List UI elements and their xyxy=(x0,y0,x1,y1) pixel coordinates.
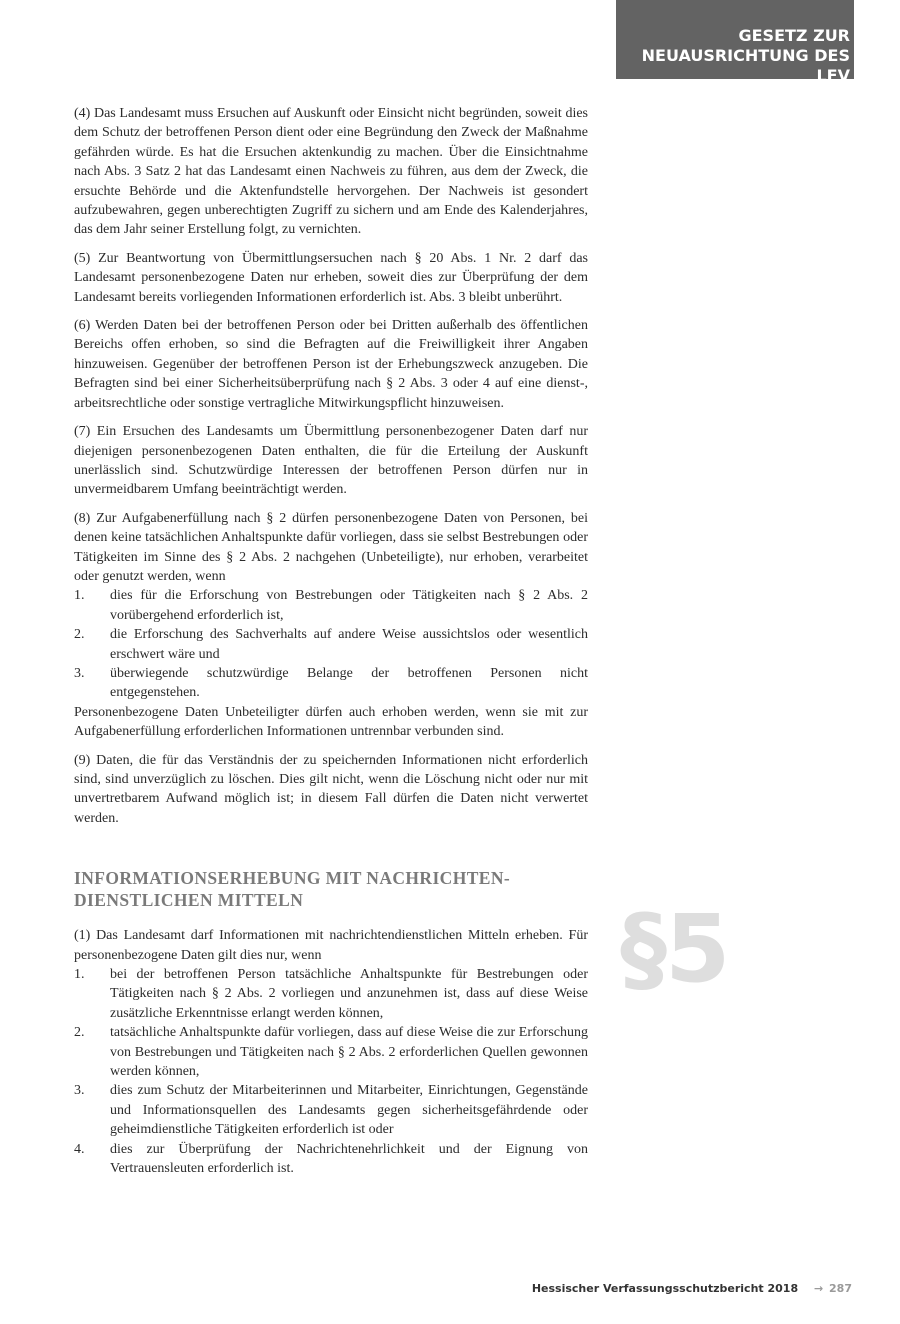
list-item-text: die Erforschung des Sachverhalts auf andere Weise aussichtslos oder wesentlich erschwert wäre und xyxy=(110,627,588,662)
list-item-text: dies zum Schutz der Mitarbeiterinnen und Mitarbeiter, Einrichtungen, Gegenstände und Informationsquellen des Landesamts gegen sicherheitsgefährdende oder geheimdienstliche Tätigkeiten erforderlich ist oder xyxy=(110,1083,588,1138)
paragraph-4: (4) Das Landesamt muss Ersuchen auf Auskunft oder Einsicht nicht begründen, soweit dies dem Schutz der betroffenen Person dient oder eine Begründung den Zweck der Maßnahme gefährden würde. Es hat die Ersuchen aktenkundig zu machen. Über die Einsichtnahme nach Abs. 3 Satz 2 hat das Landesamt einen Nachweis zu führen, aus dem der Zweck, die ersuchte Behörde und die Aktenfundstelle hervorgehen. Der Nachweis ist gesondert aufzubewahren, gegen unberechtigten Zugriff zu sichern und am Ende des Kalenderjahres, das dem Jahr seiner Erstellung folgt, zu vernichten. xyxy=(74,106,588,238)
section-number: §5 xyxy=(620,895,729,1004)
paragraph-8-intro: (8) Zur Aufgabenerfüllung nach § 2 dürfen personenbezogene Daten von Personen, bei denen keine tatsächlichen Anhaltspunkte dafür vorliegen, dass sie selbst Bestrebungen oder Tätigkeiten im Sinne des § 2 Abs. 2 nachgehen (Unbeteiligte), nur erhoben, verarbeitet oder genutzt werden, wenn xyxy=(74,510,588,584)
list-item-number: 2. xyxy=(74,1025,85,1041)
list-item-text: dies für die Erforschung von Bestrebungen oder Tätigkeiten nach § 2 Abs. 2 vorübergehend erforderlich ist, xyxy=(110,588,588,623)
paragraph-8 xyxy=(74,509,588,742)
running-header-line-1: GESETZ ZUR xyxy=(738,26,850,45)
list-item xyxy=(74,1023,588,1081)
page-footer xyxy=(532,1282,852,1295)
list-item xyxy=(74,586,588,625)
list-item-number: 1. xyxy=(74,588,85,604)
paragraph-9: (9) Daten, die für das Verständnis der zu speichernden Informationen nicht erforderlich sind, sind unverzüglich zu löschen. Dies gilt nicht, wenn die Löschung nicht oder nur mit unvertretbarem Aufwand möglich ist; in diesem Fall dürfen die Daten nicht verwertet werden. xyxy=(74,752,588,826)
list-item-text: dies zur Überprüfung der Nachrichtenehrlichkeit und der Eignung von Vertrauensleuten erforderlich ist. xyxy=(110,1141,588,1177)
list-item-number: 1. xyxy=(74,967,85,983)
list-item xyxy=(74,664,588,703)
list-item xyxy=(74,1140,588,1179)
section-heading-line-1: INFORMATIONSERHEBUNG MIT NACHRICHTEN- xyxy=(74,868,511,889)
main-content xyxy=(74,104,588,1179)
paragraph-8-outro: Personenbezogene Daten Unbeteiligter dürfen auch erhoben werden, wenn sie mit zur Aufgabenerfüllung erforderlichen Informationen untrennbar verbunden sind. xyxy=(74,704,588,740)
list-item-text: überwiegende schutzwürdige Belange der betroffenen Personen nicht entgegenstehen. xyxy=(110,665,588,701)
list-item xyxy=(74,965,588,1023)
section-heading xyxy=(74,867,588,911)
paragraph-5: (5) Zur Beantwortung von Übermittlungsersuchen nach § 20 Abs. 1 Nr. 2 darf das Landesamt personenbezogene Daten nur erheben, soweit dies zur Überprüfung der dem Landesamt bereits vorliegenden Informationen erforderlich ist. Abs. 3 bleibt unberührt. xyxy=(74,250,588,305)
paragraph-6: (6) Werden Daten bei der betroffenen Person oder bei Dritten außerhalb des öffentlichen Bereichs offen erhoben, so sind die Befragten auf die Freiwilligkeit ihrer Angaben hinzuweisen. Gegenüber der betroffenen Person ist der Erhebungszweck anzugeben. Die Befragten sind bei einer Sicherheitsüberprüfung nach § 2 Abs. 3 oder 4 auf eine dienst-, arbeitsrechtliche oder sonstige vertragliche Mitwirkungspflicht hinzuweisen. xyxy=(74,318,588,411)
list-item xyxy=(74,625,588,664)
list-item-number: 3. xyxy=(74,1083,85,1099)
section-paragraph-1 xyxy=(74,926,588,1178)
list-item-number: 2. xyxy=(74,627,85,643)
running-header-line-2: NEUAUSRICHTUNG DES LFV xyxy=(641,46,850,85)
section-paragraph-1-intro: (1) Das Landesamt darf Informationen mit nachrichtendienstlichen Mitteln erheben. Für personenbezogene Daten gilt dies nur, wenn xyxy=(74,928,588,963)
list-item-number: 3. xyxy=(74,665,85,681)
list-item-number: 4. xyxy=(74,1141,85,1157)
list-item-text: bei der betroffenen Person tatsächliche Anhaltspunkte für Bestrebungen oder Tätigkeiten nach § 2 Abs. 2 vorliegen und anzunehmen ist, dass auf diese Weise zusätzliche Erkenntnisse erlangt werden können, xyxy=(110,967,588,1021)
section-heading-line-2: DIENSTLICHEN MITTELN xyxy=(74,890,304,911)
arrow-right-icon: → xyxy=(813,1282,824,1295)
paragraph-7: (7) Ein Ersuchen des Landesamts um Übermittlung personenbezogener Daten darf nur diejenigen personenbezogenen Daten enthalten, die für die Erteilung der Auskunft unerlässlich sind. Schutzwürdige Interessen der betroffenen Person dürfen nur in unvermeidbarem Umfang beeinträchtigt werden. xyxy=(74,424,588,498)
section-paragraph-1-list xyxy=(74,965,588,1178)
list-item-text: tatsächliche Anhaltspunkte dafür vorliegen, dass auf diese Weise die zur Erforschung von Bestrebungen und Tätigkeiten nach § 2 Abs. 2 erforderlichen Quellen gewonnen werden können, xyxy=(110,1025,588,1080)
footer-publication: Hessischer Verfassungsschutzbericht 2018 xyxy=(531,1282,799,1295)
running-header xyxy=(616,0,854,85)
list-item xyxy=(74,1081,588,1139)
paragraph-8-list xyxy=(74,586,588,702)
page-number: 287 xyxy=(829,1282,852,1295)
